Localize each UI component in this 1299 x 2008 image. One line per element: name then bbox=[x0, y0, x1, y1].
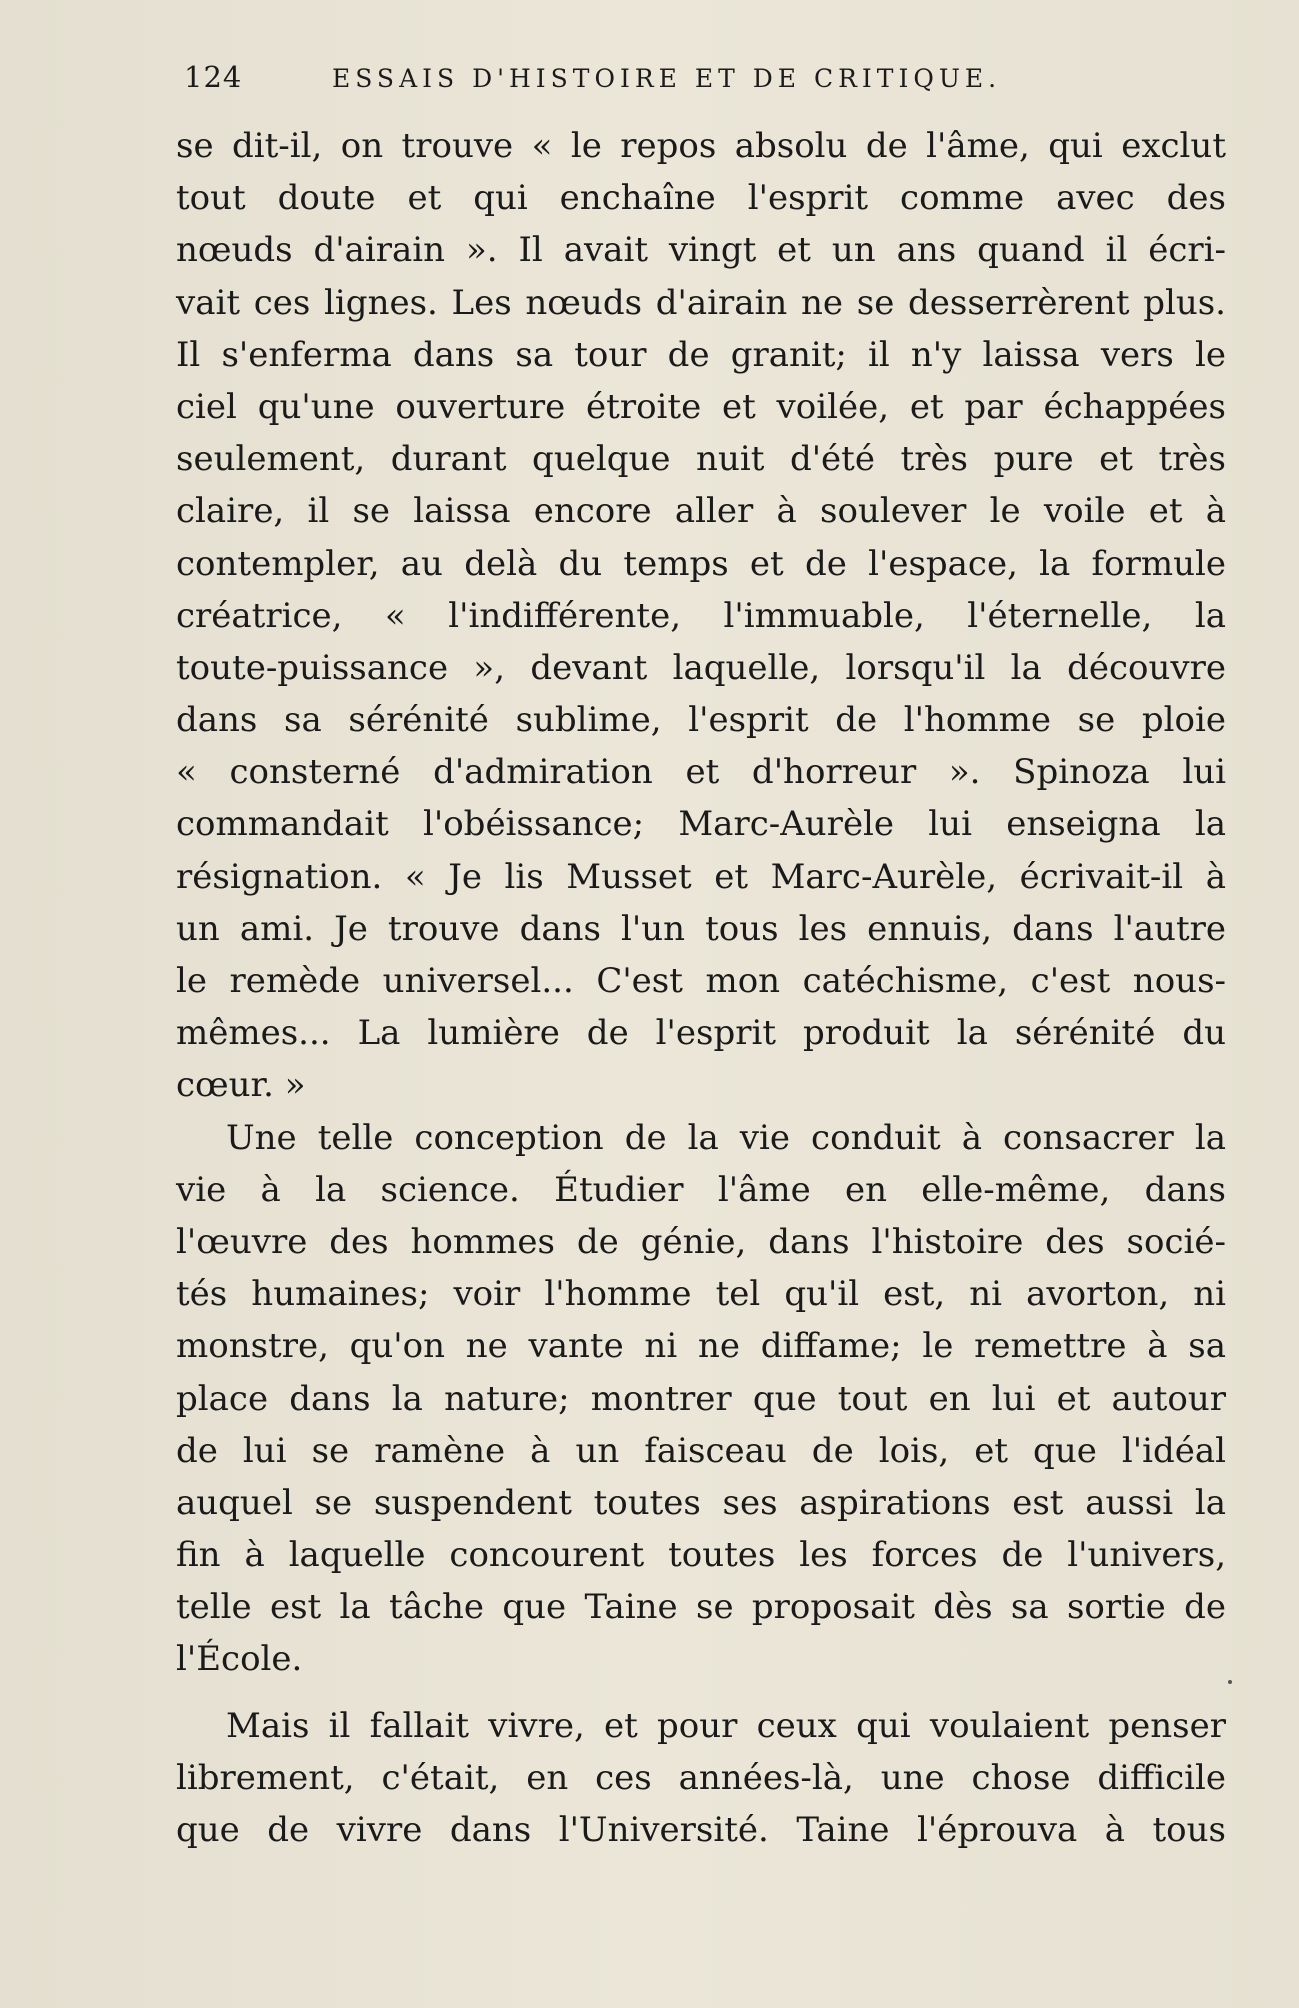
text-line: ciel qu'une ouverture étroite et voilée, et par échappées bbox=[176, 386, 1226, 427]
text-line: l'œuvre des hommes de génie, dans l'histoire des socié- bbox=[176, 1221, 1226, 1262]
text-line: dans sa sérénité sublime, l'esprit de l'homme se ploie bbox=[176, 700, 1226, 741]
text-line: fin à laquelle concourent toutes les forces de l'univers, bbox=[176, 1535, 1226, 1576]
text-line: résignation. « Je lis Musset et Marc-Aurèle, écrivait-il à bbox=[176, 856, 1226, 897]
text-line: nœuds d'airain ». Il avait vingt et un ans quand il écri- bbox=[176, 230, 1226, 271]
text-line: tout doute et qui enchaîne l'esprit comme avec des bbox=[176, 178, 1226, 219]
text-line: cœur. » bbox=[176, 1065, 306, 1106]
text-line: créatrice, « l'indifférente, l'immuable, l'éternelle, la bbox=[176, 595, 1226, 636]
text-line: mêmes... La lumière de l'esprit produit la sérénité du bbox=[176, 1013, 1226, 1054]
text-line: tés humaines; voir l'homme tel qu'il est, ni avorton, ni bbox=[176, 1274, 1226, 1315]
paper-speck bbox=[1228, 1680, 1232, 1684]
text-line: monstre, qu'on ne vante ni ne diffame; le remettre à sa bbox=[176, 1326, 1226, 1367]
text-line: librement, c'était, en ces années-là, une chose difficile bbox=[176, 1757, 1226, 1798]
text-line: vait ces lignes. Les nœuds d'airain ne se desserrèrent plus. bbox=[176, 282, 1226, 323]
text-line: seulement, durant quelque nuit d'été très pure et très bbox=[176, 439, 1226, 480]
running-header bbox=[184, 60, 1084, 108]
text-line: telle est la tâche que Taine se proposait dès sa sortie de bbox=[176, 1587, 1226, 1628]
text-line: vie à la science. Étudier l'âme en elle-même, dans bbox=[176, 1169, 1226, 1210]
text-line: Une telle conception de la vie conduit à consacrer la bbox=[226, 1117, 1226, 1158]
body-text bbox=[176, 120, 1226, 1856]
text-line: un ami. Je trouve dans l'un tous les ennuis, dans l'autre bbox=[176, 908, 1226, 949]
text-line: que de vivre dans l'Université. Taine l'éprouva à tous bbox=[176, 1810, 1226, 1850]
running-title: ESSAIS D'HISTOIRE ET DE CRITIQUE. bbox=[332, 64, 1002, 93]
text-line: Mais il fallait vivre, et pour ceux qui voulaient penser bbox=[226, 1705, 1226, 1746]
text-line: contempler, au delà du temps et de l'espace, la formule bbox=[176, 543, 1226, 584]
text-line: Il s'enferma dans sa tour de granit; il n'y laissa vers le bbox=[176, 334, 1226, 375]
text-line: place dans la nature; montrer que tout en lui et autour bbox=[176, 1378, 1226, 1419]
text-line: toute-puissance », devant laquelle, lorsqu'il la découvre bbox=[176, 647, 1226, 688]
text-line: se dit-il, on trouve « le repos absolu de l'âme, qui exclut bbox=[176, 126, 1226, 166]
text-line: claire, il se laissa encore aller à soulever le voile et à bbox=[176, 491, 1226, 532]
text-line: l'École. bbox=[176, 1639, 303, 1680]
paragraph-gap bbox=[176, 1686, 1226, 1700]
text-line: commandait l'obéissance; Marc-Aurèle lui enseigna la bbox=[176, 804, 1226, 845]
text-line: le remède universel... C'est mon catéchisme, c'est nous- bbox=[176, 961, 1226, 1001]
text-line: de lui se ramène à un faisceau de lois, et que l'idéal bbox=[176, 1430, 1226, 1471]
text-line: auquel se suspendent toutes ses aspirations est aussi la bbox=[176, 1482, 1226, 1523]
page-number: 124 bbox=[184, 60, 243, 94]
text-line: « consterné d'admiration et d'horreur ». Spinoza lui bbox=[176, 752, 1226, 793]
